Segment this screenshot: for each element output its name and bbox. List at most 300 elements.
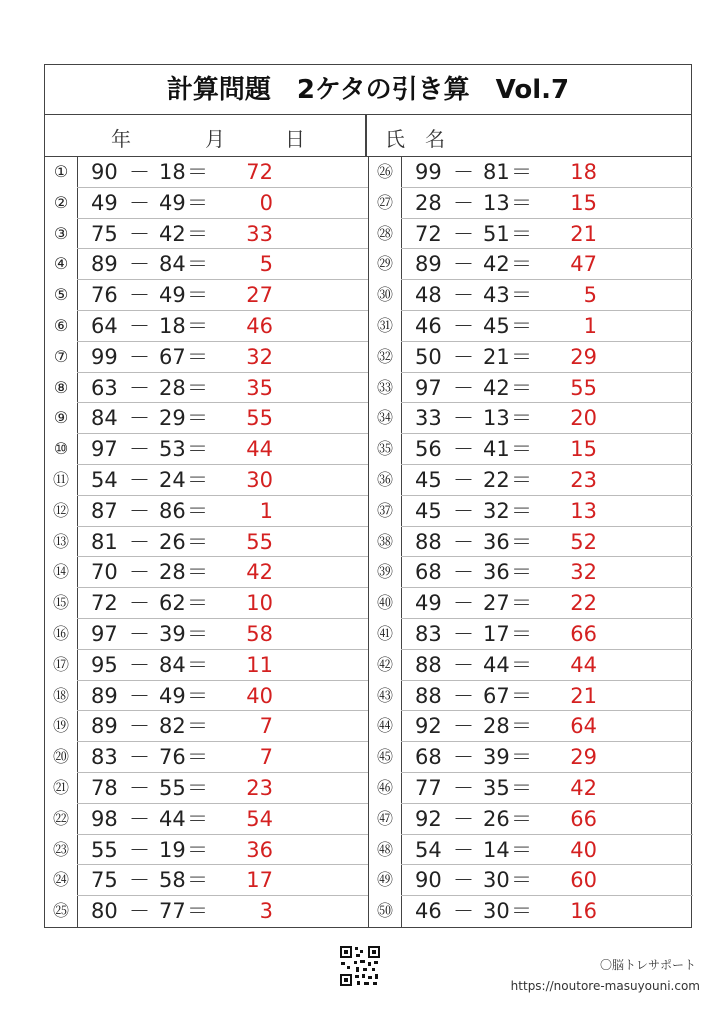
equals-sign: ＝ [511, 160, 532, 184]
problem-number: ㉒ [52, 808, 69, 828]
problem-number: ㉟ [376, 439, 393, 459]
problem-number: ㉚ [376, 285, 393, 305]
operand-b: 49 [159, 683, 186, 708]
minus-sign: － [453, 498, 474, 523]
equals-sign: ＝ [187, 498, 208, 523]
year-label: 年 [111, 127, 131, 151]
minus-sign: － [129, 560, 150, 585]
minus-sign: － [453, 714, 474, 739]
problem-row [45, 896, 369, 927]
problem-number: ⑥ [53, 316, 69, 335]
operand-a: 77 [415, 776, 442, 800]
problem-row [369, 465, 693, 496]
problem-number: ⑧ [53, 377, 69, 397]
equals-sign: ＝ [511, 714, 532, 739]
equals-sign: ＝ [511, 221, 532, 246]
answer: 47 [570, 252, 597, 277]
answer: 15 [570, 190, 597, 215]
minus-sign: － [129, 652, 150, 677]
minus-sign: － [453, 899, 474, 924]
minus-sign: － [129, 683, 150, 708]
operand-b: 82 [159, 714, 186, 739]
problem-row [45, 835, 369, 866]
minus-sign: － [129, 221, 150, 246]
answer: 22 [570, 591, 597, 616]
operand-b: 26 [159, 529, 186, 554]
problem-row [45, 496, 369, 527]
problem-row [369, 280, 693, 311]
equals-sign: ＝ [511, 622, 532, 646]
operand-b: 81 [483, 160, 510, 184]
page-title: 計算問題 2ケタの引き算 Vol.7 [45, 65, 691, 115]
problem-row [369, 373, 693, 404]
minus-sign: － [453, 283, 474, 308]
minus-sign: － [129, 375, 150, 400]
problem-number: ㉜ [376, 346, 393, 366]
operand-b: 21 [483, 344, 510, 369]
problem-row [369, 496, 693, 527]
problem-number: ㉞ [376, 408, 393, 428]
operand-b: 49 [159, 283, 186, 308]
operand-b: 14 [483, 837, 510, 862]
operand-a: 89 [91, 683, 118, 708]
equals-sign: ＝ [187, 776, 208, 800]
problem-number: ⑰ [52, 654, 69, 674]
equals-sign: ＝ [187, 437, 208, 462]
equals-sign: ＝ [187, 221, 208, 246]
operand-a: 87 [91, 498, 118, 523]
operand-a: 92 [415, 806, 442, 831]
problem-row [45, 403, 369, 434]
operand-b: 26 [483, 806, 510, 831]
operand-a: 90 [91, 160, 118, 184]
answer: 72 [246, 160, 273, 184]
operand-b: 18 [159, 160, 186, 184]
operand-a: 46 [415, 314, 442, 338]
info-row [45, 115, 691, 157]
operand-a: 76 [91, 283, 118, 308]
equals-sign: ＝ [511, 468, 532, 492]
problem-number: ㉗ [376, 192, 393, 212]
equals-sign: ＝ [511, 745, 532, 770]
operand-b: 22 [483, 468, 510, 492]
problem-row [369, 865, 693, 896]
operand-a: 50 [415, 344, 442, 369]
minus-sign: － [453, 221, 474, 246]
operand-b: 41 [483, 437, 510, 462]
problem-number: ㉔ [52, 870, 69, 890]
answer: 35 [246, 375, 273, 400]
operand-a: 83 [415, 622, 442, 646]
name-label: 氏 名 [385, 127, 445, 151]
problem-number: ㊺ [376, 747, 393, 767]
answer: 23 [570, 468, 597, 492]
minus-sign: － [129, 776, 150, 800]
problem-number: ⑫ [52, 500, 69, 520]
problem-row [45, 557, 369, 588]
answer: 42 [570, 776, 597, 800]
operand-b: 53 [159, 437, 186, 462]
operand-b: 30 [483, 868, 510, 893]
answer: 29 [570, 344, 597, 369]
answer: 18 [570, 160, 597, 184]
answer: 42 [246, 560, 273, 585]
equals-sign: ＝ [187, 868, 208, 893]
operand-b: 86 [159, 498, 186, 523]
problem-row [369, 219, 693, 250]
problem-row [369, 249, 693, 280]
equals-sign: ＝ [187, 560, 208, 585]
answer: 11 [246, 652, 273, 677]
equals-sign: ＝ [187, 837, 208, 862]
minus-sign: － [129, 806, 150, 831]
problem-number: ⑳ [52, 747, 69, 767]
equals-sign: ＝ [511, 806, 532, 831]
operand-b: 29 [159, 406, 186, 431]
operand-b: 67 [483, 683, 510, 708]
answer: 13 [570, 498, 597, 523]
operand-b: 84 [159, 252, 186, 277]
problem-number: ⑭ [52, 562, 69, 582]
problem-row [369, 804, 693, 835]
minus-sign: － [453, 622, 474, 646]
equals-sign: ＝ [511, 868, 532, 893]
problem-number: ㊱ [376, 470, 393, 489]
minus-sign: － [453, 560, 474, 585]
problem-row [45, 742, 369, 773]
operand-a: 90 [415, 868, 442, 893]
problem-row [369, 557, 693, 588]
problem-number: ⑨ [53, 408, 69, 428]
equals-sign: ＝ [511, 314, 532, 338]
operand-a: 98 [91, 806, 118, 831]
problem-row [369, 681, 693, 712]
problem-number: ⑲ [52, 716, 69, 736]
problem-row [369, 835, 693, 866]
problem-row [369, 527, 693, 558]
answer: 15 [570, 437, 597, 462]
operand-a: 64 [91, 314, 118, 338]
operand-a: 99 [91, 344, 118, 369]
operand-a: 56 [415, 437, 442, 462]
problem-number: ㊵ [376, 593, 393, 613]
problem-number: ⑩ [53, 439, 69, 459]
problem-number: ㉘ [376, 223, 393, 243]
answer: 32 [246, 344, 273, 369]
minus-sign: － [129, 622, 150, 646]
problem-number: ㉛ [376, 316, 393, 335]
month-label: 月 [205, 127, 225, 151]
answer: 54 [246, 806, 273, 831]
operand-a: 92 [415, 714, 442, 739]
problem-row [45, 588, 369, 619]
equals-sign: ＝ [511, 529, 532, 554]
problem-row [45, 219, 369, 250]
minus-sign: － [129, 314, 150, 338]
operand-b: 62 [159, 591, 186, 616]
minus-sign: － [453, 468, 474, 492]
problem-row [369, 188, 693, 219]
problem-number: ㉙ [376, 254, 393, 274]
answer: 17 [246, 868, 273, 893]
answer: 21 [570, 683, 597, 708]
problem-number: ㊲ [376, 500, 393, 520]
equals-sign: ＝ [187, 375, 208, 400]
operand-a: 97 [415, 375, 442, 400]
answer: 66 [570, 622, 597, 646]
minus-sign: － [129, 868, 150, 893]
operand-a: 45 [415, 498, 442, 523]
operand-b: 42 [483, 375, 510, 400]
answer: 44 [246, 437, 273, 462]
equals-sign: ＝ [187, 406, 208, 431]
equals-sign: ＝ [187, 714, 208, 739]
problem-row [369, 434, 693, 465]
equals-sign: ＝ [187, 283, 208, 308]
minus-sign: － [453, 252, 474, 277]
minus-sign: － [129, 252, 150, 277]
worksheet [44, 64, 692, 928]
minus-sign: － [129, 160, 150, 184]
operand-b: 24 [159, 468, 186, 492]
operand-a: 33 [415, 406, 442, 431]
operand-a: 54 [415, 837, 442, 862]
problem-row [45, 373, 369, 404]
operand-a: 70 [91, 560, 118, 585]
operand-b: 13 [483, 190, 510, 215]
answer: 1 [259, 498, 273, 523]
operand-b: 13 [483, 406, 510, 431]
operand-b: 18 [159, 314, 186, 338]
answer: 30 [246, 468, 273, 492]
answer: 7 [259, 745, 273, 770]
equals-sign: ＝ [511, 437, 532, 462]
answer: 55 [246, 529, 273, 554]
problem-row [369, 711, 693, 742]
equals-sign: ＝ [187, 468, 208, 492]
problem-number: ㉖ [376, 162, 393, 181]
problem-row [45, 711, 369, 742]
problem-number: ① [53, 162, 69, 181]
minus-sign: － [453, 837, 474, 862]
operand-b: 51 [483, 221, 510, 246]
operand-b: 28 [159, 375, 186, 400]
problem-column-left [45, 157, 369, 927]
operand-b: 77 [159, 899, 186, 924]
qr-code-icon [338, 944, 382, 988]
problem-row [369, 742, 693, 773]
operand-b: 55 [159, 776, 186, 800]
minus-sign: － [129, 437, 150, 462]
equals-sign: ＝ [511, 899, 532, 924]
problem-row [369, 773, 693, 804]
operand-b: 32 [483, 498, 510, 523]
minus-sign: － [453, 745, 474, 770]
answer: 0 [259, 190, 273, 215]
answer: 36 [246, 837, 273, 862]
problem-number: ㉕ [52, 901, 69, 921]
operand-a: 54 [91, 468, 118, 492]
problem-number: ㉓ [52, 839, 69, 859]
equals-sign: ＝ [187, 745, 208, 770]
operand-b: 76 [159, 745, 186, 770]
operand-a: 68 [415, 560, 442, 585]
operand-a: 68 [415, 745, 442, 770]
operand-b: 58 [159, 868, 186, 893]
operand-a: 63 [91, 375, 118, 400]
equals-sign: ＝ [511, 498, 532, 523]
minus-sign: － [453, 190, 474, 215]
minus-sign: － [129, 591, 150, 616]
problem-row [45, 157, 369, 188]
day-label: 日 [285, 127, 305, 151]
operand-a: 89 [91, 252, 118, 277]
minus-sign: － [129, 899, 150, 924]
problem-row [45, 434, 369, 465]
problem-number: ㊸ [376, 685, 393, 705]
minus-sign: － [453, 344, 474, 369]
minus-sign: － [453, 375, 474, 400]
problem-row [369, 650, 693, 681]
operand-a: 55 [91, 837, 118, 862]
problem-number: ㊽ [376, 839, 393, 859]
operand-a: 89 [415, 252, 442, 277]
answer: 64 [570, 714, 597, 739]
operand-b: 17 [483, 622, 510, 646]
problem-row [45, 527, 369, 558]
minus-sign: － [453, 806, 474, 831]
problem-number: ⑦ [53, 346, 69, 366]
minus-sign: － [129, 406, 150, 431]
minus-sign: － [453, 314, 474, 338]
operand-b: 44 [483, 652, 510, 677]
problem-row [45, 804, 369, 835]
operand-a: 75 [91, 868, 118, 893]
minus-sign: － [453, 776, 474, 800]
minus-sign: － [453, 683, 474, 708]
equals-sign: ＝ [511, 652, 532, 677]
equals-sign: ＝ [187, 252, 208, 277]
answer: 29 [570, 745, 597, 770]
problem-number: ⑪ [52, 470, 69, 489]
answer: 55 [570, 375, 597, 400]
site-url[interactable]: https://noutore-masuyouni.com [510, 979, 700, 993]
equals-sign: ＝ [187, 622, 208, 646]
equals-sign: ＝ [187, 344, 208, 369]
problem-row [369, 588, 693, 619]
equals-sign: ＝ [511, 344, 532, 369]
answer: 46 [246, 314, 273, 338]
problem-number: ⑬ [52, 531, 69, 551]
answer: 21 [570, 221, 597, 246]
minus-sign: － [453, 591, 474, 616]
problem-row [45, 773, 369, 804]
answer: 52 [570, 529, 597, 554]
problem-column-right [368, 157, 693, 927]
operand-b: 44 [159, 806, 186, 831]
minus-sign: － [129, 745, 150, 770]
operand-a: 95 [91, 652, 118, 677]
operand-a: 49 [91, 190, 118, 215]
minus-sign: － [129, 190, 150, 215]
answer: 5 [583, 283, 597, 308]
minus-sign: － [129, 837, 150, 862]
answer: 10 [246, 591, 273, 616]
problem-number: ㊴ [376, 562, 393, 582]
answer: 27 [246, 283, 273, 308]
operand-a: 46 [415, 899, 442, 924]
operand-b: 45 [483, 314, 510, 338]
equals-sign: ＝ [187, 899, 208, 924]
problem-row [45, 681, 369, 712]
problem-number: ㊶ [376, 624, 393, 643]
problem-row [369, 157, 693, 188]
operand-a: 48 [415, 283, 442, 308]
operand-a: 80 [91, 899, 118, 924]
equals-sign: ＝ [511, 375, 532, 400]
operand-b: 36 [483, 529, 510, 554]
operand-a: 89 [91, 714, 118, 739]
problem-row [45, 188, 369, 219]
operand-a: 75 [91, 221, 118, 246]
minus-sign: － [129, 468, 150, 492]
operand-a: 88 [415, 652, 442, 677]
problem-number: ㊾ [376, 870, 393, 890]
equals-sign: ＝ [187, 314, 208, 338]
operand-b: 42 [159, 221, 186, 246]
answer: 40 [570, 837, 597, 862]
answer: 40 [246, 683, 273, 708]
problem-number: ㉑ [52, 778, 69, 797]
problem-number: ⑱ [52, 685, 69, 705]
problem-row [45, 280, 369, 311]
operand-b: 28 [483, 714, 510, 739]
answer: 20 [570, 406, 597, 431]
equals-sign: ＝ [511, 406, 532, 431]
answer: 60 [570, 868, 597, 893]
problem-row [45, 650, 369, 681]
problem-row [45, 619, 369, 650]
equals-sign: ＝ [187, 683, 208, 708]
operand-b: 28 [159, 560, 186, 585]
operand-a: 88 [415, 529, 442, 554]
operand-b: 67 [159, 344, 186, 369]
equals-sign: ＝ [511, 252, 532, 277]
problem-number: ㉝ [376, 377, 393, 397]
minus-sign: － [453, 437, 474, 462]
problem-row [45, 311, 369, 342]
equals-sign: ＝ [511, 560, 532, 585]
minus-sign: － [129, 714, 150, 739]
problem-number: ⑮ [52, 593, 69, 613]
answer: 23 [246, 776, 273, 800]
operand-a: 97 [91, 622, 118, 646]
operand-a: 84 [91, 406, 118, 431]
problem-number: ④ [53, 254, 69, 274]
problem-row [369, 311, 693, 342]
operand-b: 39 [483, 745, 510, 770]
equals-sign: ＝ [511, 776, 532, 800]
equals-sign: ＝ [187, 806, 208, 831]
problem-number: ㊹ [376, 716, 393, 736]
operand-a: 78 [91, 776, 118, 800]
operand-b: 30 [483, 899, 510, 924]
problem-row [45, 865, 369, 896]
equals-sign: ＝ [187, 529, 208, 554]
answer: 3 [259, 899, 273, 924]
problem-grid [45, 157, 691, 927]
equals-sign: ＝ [187, 591, 208, 616]
